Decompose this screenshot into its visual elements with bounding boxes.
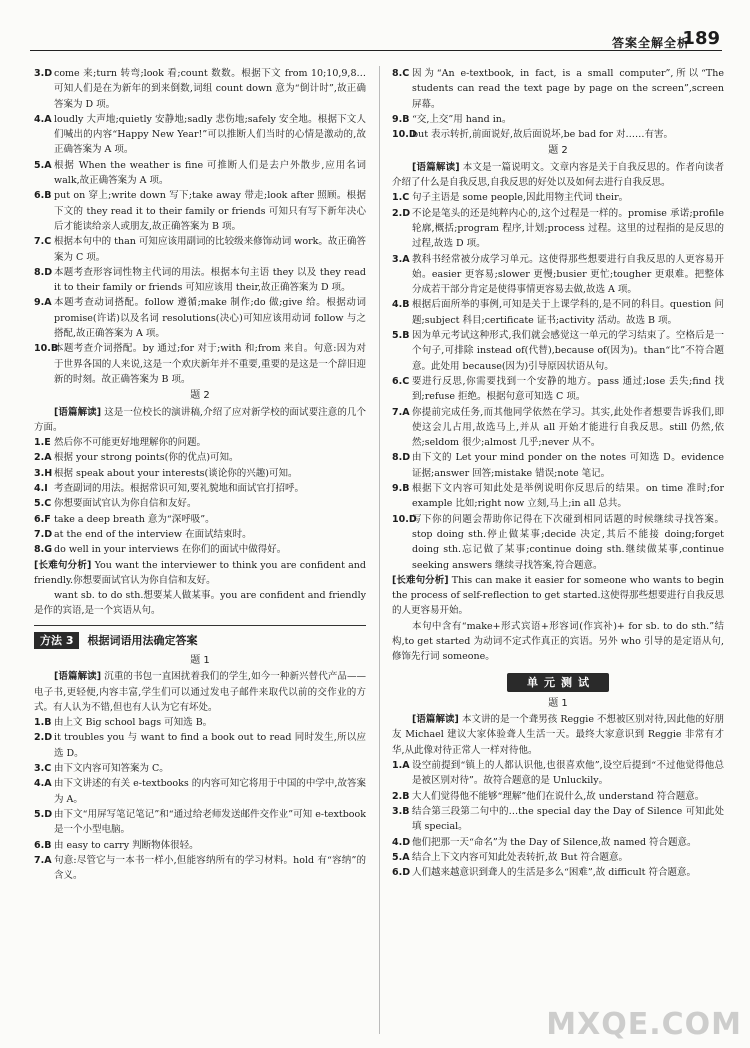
watermark-logo: MXQE.COM [546,1007,742,1042]
answer-explanation: 本题考查动词搭配。follow 遵循;make 制作;do 做;give 给。根据动词 promise(许诺)以及名词 resolutions(决心)可知应该用动词 follow 与之搭配,故正确答案为 A 项。 [54,297,366,340]
answer-number: 6.B [34,839,52,851]
answer-item [392,112,724,127]
answer-explanation: 设空前提到“镇上的人都认识他,也很喜欢他”,设空后提到“不过他觉得他总是被区别对待”。故符合题意的是 Unluckily。 [412,760,724,787]
method-heading [34,625,366,649]
answer-explanation: 然后你不可能更好地理解你的问题。 [54,437,207,449]
answer-explanation: loudly 大声地;quietly 安静地;sadly 悲伤地;safely 安全地。根据下文人们喊出的内容“Happy New Year!”可以推断人们当时的心情是激动的,故正确答案为 A 项。 [54,113,366,156]
answer-number: 3.C [34,763,52,775]
answer-explanation: 考查副词的用法。根据常识可知,要礼貌地和面试官打招呼。 [54,483,305,495]
answer-item [34,466,366,481]
answer-explanation: 本题考查介词搭配。by 通过;for 对于;with 和;from 来自。句意:因为对于世界各国的人来说,这是一个欢庆新年并不重要,重要的是这是一个辞旧迎新的时刻。故正确答案为 B 项。 [54,343,366,385]
answer-explanation: 因为“An e-textbook, in fact, is a small computer”,所以“The students can read the text page by page on the screen”,screen 屏幕。 [412,68,724,110]
sentence-analysis [34,558,366,589]
answer-explanation: put on 穿上;write down 写下;take away 带走;look after 照顾。根据下文的 they read it to their family or friends 可知只有写下新年决心后才能读给亲人或朋友,故正确答案为 B 项。 [54,190,366,232]
answer-item [392,127,724,142]
answer-number: 7.C [34,236,52,248]
answer-item [392,190,724,205]
answer-explanation: 结合上下文内容可知此处表转折,故 But 符合题意。 [412,851,628,863]
answer-number: 4.B [392,299,410,311]
answer-number: 7.A [34,854,52,866]
answer-explanation: it troubles you 与 want to find a book out to read 同时发生,所以应选 D。 [54,732,366,759]
answer-item [34,234,366,265]
answer-explanation: 由下文的 Let your mind ponder on the notes 可知选 D。evidence 证据;answer 回答;mistake 错误;note 笔记。 [412,452,724,479]
right-column [392,66,724,1036]
answer-number: 2.A [34,452,52,464]
answer-list-1 [34,66,366,387]
answer-explanation: 因为单元考试这种形式,我们就会感觉这一单元的学习结束了。空格后是一个句子,可排除 instead of(代替),because of(因为)。than“比”不符合题意。此处用 because(因为)引导原因状语从句。 [412,330,724,372]
answer-number: 5.B [392,330,410,342]
answer-number: 5.D [34,808,53,820]
answer-number: 10.D [392,129,417,141]
passage-summary [392,160,724,191]
answer-item [34,341,366,387]
answer-explanation: 你提前完成任务,而其他同学依然在学习。其实,此处作者想要告诉我们,即使这会儿占用,故选马上,并从 all 开始才能进行自我反思。still 仍然,依然;seldom 很少;almost 几乎;never 从不。 [412,406,724,449]
answer-number: 10.D [392,513,417,525]
answer-item [392,297,724,328]
answer-explanation: 要进行反思,你需要找到一个安静的地方。pass 通过;lose 丢失;find 找到;refuse 拒绝。根据句意可知选 C 项。 [412,375,724,403]
answer-item [392,450,724,481]
answer-number: 9.B [392,483,410,495]
method-title: 根据词语用法确定答案 [87,633,198,647]
analysis-text: This can make it easier for someone who wants to begin the process of self-reflection to get started.这使得那些想要进行自我反思的人更容易开始。 [392,574,724,617]
passage-text: 沉重的书包一直困扰着我们的学生,如今一种新兴替代产品——电子书,更轻便,内容丰富,学生们可以通过发电子邮件来取代以前的交作业的方式。有人认为不错,但也有人认为它有坏处。 [34,671,366,713]
answer-number: 3.A [392,253,410,265]
answer-item [34,158,366,189]
answer-number: 3.D [34,68,53,79]
answer-item [392,789,724,804]
answer-explanation: 由上文 Big school bags 可知选 B。 [54,717,213,729]
answer-number: 5.A [34,159,52,171]
answer-explanation: 他们把那一天“命名”为 the Day of Silence,故 named 符合题意。 [412,836,697,848]
answer-number: 4.D [392,836,411,848]
answer-number: 5.A [392,851,410,863]
answer-item [34,761,366,776]
answer-item [392,328,724,374]
passage-text: 本文讲的是一个聋男孩 Reggie 不想被区别对待,因此他的好朋友 Michael 建议大家体验聋人生活一天。最终大家意识到 Reggie 非常有才华,从此像对待正常人一样对待他。 [392,714,724,756]
answer-number: 7.A [392,406,410,418]
answer-number: 4.I [34,483,48,495]
answer-item [392,804,724,835]
passage-summary [34,405,366,436]
answer-item [392,835,724,850]
method-badge: 方法 3 [34,632,79,649]
answer-explanation: 人们越来越意识到聋人的生活是多么“困难”,故 difficult 符合题意。 [412,867,696,879]
answer-number: 4.A [34,113,52,125]
answer-explanation: 句子主语是 some people,因此用物主代词 their。 [412,192,629,204]
answer-item [392,758,724,789]
answer-list-3 [34,715,366,883]
answer-number: 2.D [34,732,53,744]
answer-item [34,265,366,296]
answer-number: 2.B [392,790,410,802]
passage-tag: [语篇解读] [54,671,102,683]
answer-explanation: “交,上交”用 hand in。 [412,113,512,125]
passage-tag: [语篇解读] [54,406,102,418]
answer-item [34,730,366,761]
answer-item [392,66,724,112]
answer-item [34,295,366,341]
answer-explanation: at the end of the interview 在面试结束时。 [54,528,252,540]
section-title: 题 2 [548,145,568,157]
analysis-tag: [长难句分析] [392,574,449,586]
answer-number: 1.E [34,437,51,449]
answer-list-2 [34,435,366,557]
analysis-tag: [长难句分析] [34,559,92,571]
sentence-analysis [392,573,724,619]
answer-explanation: 根据 speak about your interests(谈论你的兴趣)可知。 [54,467,298,479]
answer-number: 6.B [34,190,52,202]
analysis-note: want sb. to do sth.想要某人做某事。you are confident and friendly 是作的宾语,是一个宾语从句。 [34,590,366,617]
answer-explanation: but 表示转折,前面说好,故后面说坏,be bad for 对……有害。 [412,129,673,141]
answer-item [392,374,724,405]
answer-number: 9.A [34,297,52,309]
section-title: 题 1 [548,697,568,709]
answer-number: 9.B [392,113,410,125]
answer-item [392,481,724,512]
analysis-text: You want the interviewer to think you are confident and friendly.你想要面试官认为你自信和友好。 [34,559,366,586]
answer-number: 6.F [34,513,51,525]
answer-item [34,542,366,557]
answer-number: 7.D [34,528,53,540]
unit-test-banner [392,673,724,692]
answer-explanation: 教科书经常被分成学习单元。这使得那些想要进行自我反思的人更容易开始。easier 更容易;slower 更慢;busier 更忙;tougher 更艰难。把整体分成若干部分肯定是使得事情更容易去做,故选 A 项。 [412,253,724,296]
passage-summary [392,712,724,758]
answer-number: 6.D [392,867,411,879]
column-divider [379,66,380,1034]
page-header [0,0,750,62]
answer-number: 3.H [34,467,53,479]
analysis-note: 本句中含有“make+形式宾语+形容词(作宾补)+ for sb. to do sth.”结构,to get started 为动词不定式作真正的宾语。另外 who 引导的是定语从句,修饰先行词 someone。 [392,620,724,663]
answer-explanation: 根据本句中的 than 可知应该用副词的比较级来修饰动词 work。故正确答案为 C 项。 [54,236,366,263]
page-number: 189 [682,28,720,49]
answer-number: 5.C [34,498,52,510]
answer-explanation: 写下你的问题会帮助你记得在下次碰到相同话题的时候继续寻找答案。stop doing sth.停止做某事;decide 决定,其后不能接 doing;forget doing sth.忘记做了某事;continue doing sth.继续做某事,continue seeking answers 继续寻找答案,符合题意。 [412,513,724,571]
answer-item [392,206,724,252]
answer-item [34,853,366,884]
passage-summary [34,669,366,715]
answer-explanation: take a deep breath 意为“深呼吸”。 [54,513,215,525]
answer-item [34,435,366,450]
answer-number: 1.A [392,760,410,772]
answer-item [34,481,366,496]
answer-item [392,405,724,451]
header-rule [30,50,722,51]
header-label: 答案全解全析 [611,36,690,50]
answer-item [34,776,366,807]
answer-explanation: 大人们觉得他不能够“理解”他们在说什么,故 understand 符合题意。 [412,790,705,802]
answer-item [34,807,366,838]
answer-explanation: 结合第三段第二句中的…the special day the Day of Silence 可知此处填 special。 [412,805,724,833]
passage-text: 本文是一篇说明文。文章内容是关于自我反思的。作者向读者介绍了什么是自我反思,自我反思的好处以及如何去进行自我反思。 [392,161,724,189]
answer-item [392,865,724,880]
answer-explanation: 你想要面试官认为你自信和友好。 [54,498,197,510]
answer-number: 8.D [34,266,53,278]
answer-number: 3.B [392,805,410,817]
passage-text: 这是一位校长的演讲稿,介绍了应对新学校的面试要注意的几个方面。 [34,406,366,433]
answer-explanation: 根据 your strong points(你的优点)可知。 [54,452,239,464]
answer-item [34,715,366,730]
answer-explanation: come 来;turn 转弯;look 看;count 数数。根据下文 from 10;10,9,8…可知人们是在为新年的到来倒数,词组 count down 意为“倒计时”,故正确答案为 D 项。 [54,68,366,110]
answer-explanation: 本题考查形容词性物主代词的用法。根据本句主语 they 以及 they read it to their family or friends 可知应该用 their,故正确答案为 D 项。 [54,266,366,294]
answer-list-2 [392,190,724,572]
answer-explanation: do well in your interviews 在你们的面试中做得好。 [54,544,287,556]
answer-explanation: 由下文讲述的有关 e-textbooks 的内容可知它将用于中国的中学中,故答案为 A。 [54,778,366,805]
answer-number: 2.D [392,207,411,219]
answer-number: 1.B [34,717,52,729]
section-title: 题 2 [190,390,210,402]
answer-item [392,512,724,573]
answer-explanation: 根据 When the weather is fine 可推断人们是去户外散步,应用名词 walk,故正确答案为 A 项。 [54,159,366,187]
answer-number: 8.D [392,452,411,464]
answer-explanation: 由下文内容可知答案为 C。 [54,763,169,775]
answer-item [34,512,366,527]
answer-number: 6.C [392,375,410,387]
answer-explanation: 由下文“用屏写笔记笔记”和“通过给老师发送邮件交作业”可知 e-textbook 是一个小型电脑。 [54,808,366,836]
answer-number: 4.A [34,778,52,790]
answer-number: 10.B [34,343,59,355]
answer-item [392,252,724,298]
answer-item [34,66,366,112]
answer-explanation: 不论是笔头的还是纯粹内心的,这个过程是一样的。promise 承诺;profile 轮廓,概括;program 程序,计划;process 过程。这里的过程指的是反思的过程,故选 D 项。 [412,207,724,250]
answer-explanation: 句意:尽管它与一本书一样小,但能容纳所有的学习材料。hold 有“容纳”的含义。 [54,854,366,882]
answer-explanation: 根据后面所举的事例,可知是关于上课学科的,是不同的科目。question 问题;subject 科目;certificate 证书;activity 活动。故选 B 项。 [412,299,724,326]
left-column [34,66,366,1036]
answer-number: 8.C [392,68,410,79]
answer-list-1 [392,66,724,142]
answer-item [34,838,366,853]
answer-explanation: 由 easy to carry 判断物体很轻。 [54,839,199,851]
passage-tag: [语篇解读] [412,161,460,173]
answer-item [34,527,366,542]
answer-explanation: 根据下文内容可知此处是举例说明你反思后的结果。on time 准时;for example 比如;right now 立刻,马上;in all 总共。 [412,483,724,510]
answer-list-3 [392,758,724,880]
answer-item [392,850,724,865]
answer-item [34,450,366,465]
answer-number: 1.C [392,192,410,204]
answer-number: 8.G [34,544,53,556]
passage-tag: [语篇解读] [412,714,459,726]
answer-item [34,496,366,511]
unit-test-label: 单元测试 [507,673,609,692]
answer-item [34,188,366,234]
section-title: 题 1 [190,654,210,666]
answer-item [34,112,366,158]
